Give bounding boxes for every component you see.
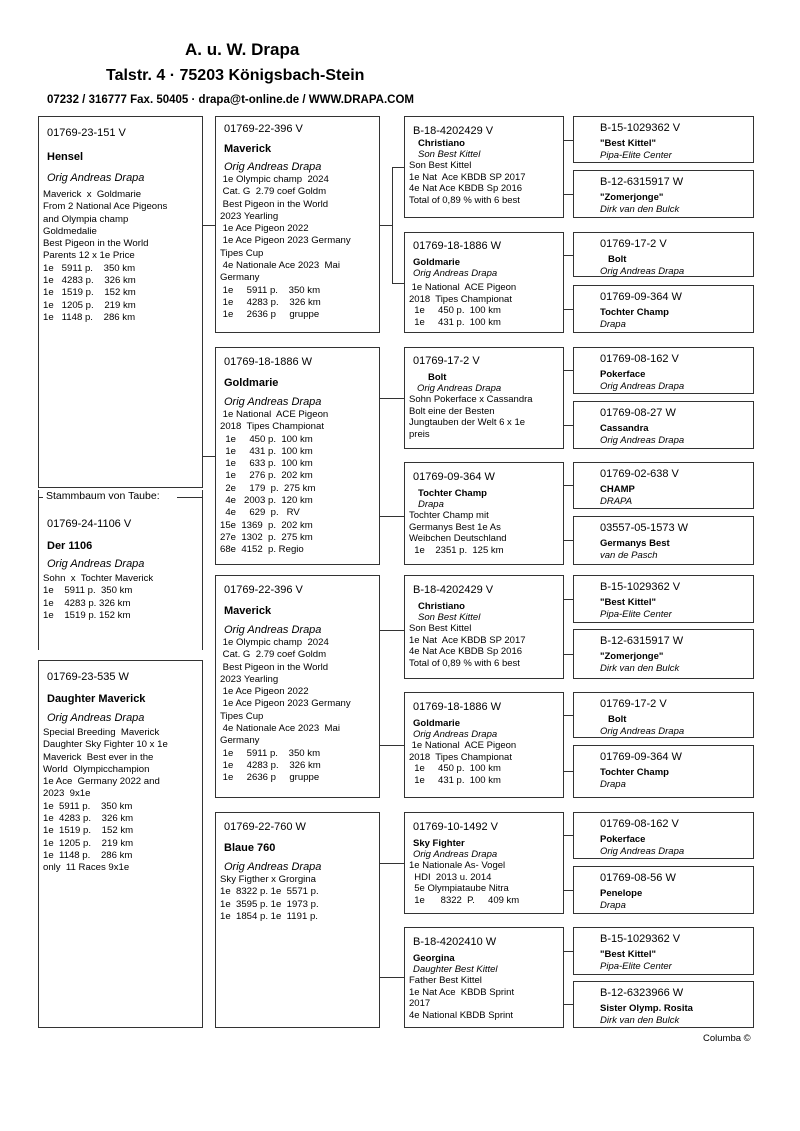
breeder-name: Orig Andreas Drapa [600, 266, 685, 277]
ring-number: 01769-17-2 V [600, 238, 667, 250]
connector-line [380, 630, 404, 631]
connector-line [380, 863, 404, 864]
pigeon-description: Sohn Pokerface x Cassandra Bolt eine der Besten Jungtauben der Welt 6 x 1e preis [409, 394, 533, 440]
pigeon-name: Bolt [428, 372, 447, 383]
ancestor-box [573, 347, 754, 394]
pigeon-name: "Zomerjonge" [600, 651, 664, 662]
breeder-name: Daughter Best Kittel [413, 964, 498, 975]
breeder-name: Orig Andreas Drapa [413, 849, 498, 860]
connector-line [380, 516, 404, 517]
breeder-name: Pipa-Elite Center [600, 961, 672, 972]
pigeon-name: Tochter Champ [600, 307, 669, 318]
pigeon-name: Maverick [224, 605, 272, 617]
breeder-name: Orig Andreas Drapa [224, 624, 322, 636]
pigeon-name: Bolt [608, 714, 627, 725]
pigeon-name: "Best Kittel" [600, 597, 656, 608]
breeder-name: Dirk van den Bulck [600, 1015, 680, 1026]
breeder-title: A. u. W. Drapa [185, 40, 300, 59]
breeder-name: Son Best Kittel [418, 149, 481, 160]
pigeon-name: Sister Olymp. Rosita [600, 1003, 693, 1014]
ring-number: 01769-17-2 V [413, 355, 480, 367]
connector-line [564, 140, 573, 141]
connector-line [564, 654, 573, 655]
connector-line [564, 194, 573, 195]
ring-number: 01769-10-1492 V [413, 821, 499, 833]
ancestor-box [573, 170, 754, 218]
breeder-name: Orig Andreas Drapa [600, 726, 685, 737]
pigeon-description: Tochter Champ mit Germanys Best 1e As Weibchen Deutschland 1e 2351 p. 125 km [409, 510, 507, 556]
pigeon-description: Special Breeding Maverick Daughter Sky Fighter 10 x 1e Maverick Best ever in the World Olympicchampion 1e Ace Germany 2022 and 2023 9x1e 1e 5911 p. 350 km 1e 4283 p. 326 km 1e 1519 p. 152 km 1e 1205 p. 219 km 1e 1148 p. 286 km only 11 Races 9x1e [43, 727, 168, 874]
pigeon-description: Father Best Kittel 1e Nat Ace KBDB Sprint 2017 4e National KBDB Sprint [409, 975, 515, 1021]
ancestor-box [573, 285, 754, 333]
pigeon-name: CHAMP [600, 484, 635, 495]
great-grandparent-box [404, 347, 564, 449]
grandparent-box [215, 812, 380, 1028]
breeder-name: Dirk van den Bulck [600, 204, 680, 215]
pigeon-description: 1e National ACE Pigeon 2018 Tipes Championat 1e 450 p. 100 km 1e 431 p. 100 km [409, 740, 517, 786]
great-grandparent-box [404, 927, 564, 1028]
breeder-name: Pipa-Elite Center [600, 609, 672, 620]
ring-number: B-15-1029362 V [600, 581, 681, 593]
pigeon-name: Pokerface [600, 834, 646, 845]
pigeon-name: Sky Fighter [413, 838, 465, 849]
ancestor-box [573, 462, 754, 509]
pigeon-name: Cassandra [600, 423, 649, 434]
parent-box [215, 347, 380, 565]
ring-number: 01769-08-162 V [600, 353, 679, 365]
connector-line [564, 485, 573, 486]
ring-number: 01769-22-760 W [224, 821, 306, 833]
subject-pigeon-box [38, 116, 203, 488]
sibling-frame-line-right [177, 497, 203, 498]
connector-line [564, 715, 573, 716]
connector-line [564, 255, 573, 256]
pigeon-description: Maverick x Goldmarie From 2 National Ace Pigeons and Olympia champ Goldmedalie Best Pigeon in the World Parents 12 x 1e Price 1e 5911 p. 350 km 1e 4283 p. 326 km 1e 1519 p. 152 km 1e 1205 p. 219 km 1e 1148 p. 286 km [43, 189, 168, 323]
breeder-name: Drapa [600, 779, 626, 790]
ring-number: 01769-17-2 V [600, 698, 667, 710]
connector-line [392, 283, 404, 284]
parent-box [215, 116, 380, 333]
pigeon-name: Maverick [224, 143, 272, 155]
breeder-name: Orig Andreas Drapa [47, 558, 145, 570]
ring-number: 01769-08-56 W [600, 872, 676, 884]
breeder-name: Drapa [600, 319, 626, 330]
connector-line [564, 370, 573, 371]
pigeon-name: Goldmarie [413, 718, 460, 729]
pigeon-name: Tochter Champ [418, 488, 487, 499]
ancestor-box [573, 927, 754, 975]
breeder-name: Drapa [418, 499, 444, 510]
connector-line [564, 540, 573, 541]
pigeon-description: 1e Olympic champ 2024 Cat. G 2.79 coef Goldm Best Pigeon in the World 2023 Yearling 1e Ace Pigeon 2022 1e Ace Pigeon 2023 Germany Tipes Cup 4e Nationale Ace 2023 Mai Germany 1e 5911 p. 350 km 1e 4283 p. 326 km 1e 2636 p gruppe [220, 174, 351, 321]
ring-number: 01769-18-1886 W [413, 240, 502, 252]
breeder-name: Orig Andreas Drapa [47, 172, 145, 184]
pigeon-name: Bolt [608, 254, 627, 265]
connector-line [564, 771, 573, 772]
breeder-name: Orig Andreas Drapa [47, 712, 145, 724]
ancestor-box [573, 575, 754, 623]
pigeon-name: Pokerface [600, 369, 646, 380]
ancestor-box [573, 745, 754, 798]
connector-line [564, 890, 573, 891]
breeder-name: DRAPA [600, 496, 633, 507]
connector-line [564, 951, 573, 952]
connector-line [380, 745, 404, 746]
great-grandparent-box [404, 692, 564, 798]
ring-number: 01769-18-1886 W [413, 701, 502, 713]
ring-number: 01769-18-1886 W [224, 356, 313, 368]
breeder-name: van de Pasch [600, 550, 658, 561]
connector-line [203, 456, 215, 457]
connector-line [380, 977, 404, 978]
pigeon-name: Christiano [418, 138, 465, 149]
great-grandparent-box [404, 575, 564, 679]
breeder-name: Orig Andreas Drapa [224, 161, 322, 173]
ring-number: B-15-1029362 V [600, 122, 681, 134]
pigeon-name: Penelope [600, 888, 643, 899]
connector-line [564, 1004, 573, 1005]
pigeon-description: 1e National ACE Pigeon 2018 Tipes Championat 1e 450 p. 100 km 1e 431 p. 100 km 1e 633 p. 100 km 1e 276 p. 202 km 2e 179 p. 275 km 4e 2003 p. 120 km 4e 629 p. RV 15e 1369 p. 202 km 27e 1302 p. 275 km 68e 4152 p. Regio [220, 409, 329, 556]
breeder-name: Orig Andreas Drapa [600, 435, 685, 446]
sibling-pigeon-box [38, 660, 203, 1028]
breeder-name: Orig Andreas Drapa [224, 861, 322, 873]
ring-number: 01769-23-151 V [47, 127, 126, 139]
breeder-name: Orig Andreas Drapa [224, 396, 322, 408]
pigeon-name: Goldmarie [224, 377, 279, 389]
breeder-name: Orig Andreas Drapa [413, 268, 498, 279]
sibling-frame-line-left [38, 497, 43, 498]
ring-number: B-15-1029362 V [600, 933, 681, 945]
grandparent-box [215, 575, 380, 798]
ancestor-box [573, 401, 754, 449]
ring-number: B-12-6315917 W [600, 635, 684, 647]
copyright-footer: Columba © [703, 1033, 751, 1044]
ring-number: B-18-4202429 V [413, 125, 494, 137]
ring-number: B-12-6323966 W [600, 987, 684, 999]
connector-line [380, 225, 392, 226]
breeder-address: Talstr. 4 · 75203 Königsbach-Stein [106, 67, 365, 84]
great-grandparent-box [404, 116, 564, 218]
ring-number: 01769-09-364 W [413, 471, 495, 483]
sibling-frame-label: Stammbaum von Taube: [46, 490, 160, 502]
ring-number: 01769-22-396 V [224, 584, 303, 596]
pigeon-name: Tochter Champ [600, 767, 669, 778]
connector-line [564, 309, 573, 310]
pigeon-name: Daughter Maverick [47, 693, 146, 705]
pigeon-name: Georgina [413, 953, 455, 964]
ring-number: B-18-4202410 W [413, 936, 497, 948]
pigeon-description: 1e Nationale As- Vogel HDI 2013 u. 2014 5e Olympiataube Nitra 1e 8322 P. 409 km [409, 860, 520, 906]
pigeon-name: "Best Kittel" [600, 138, 656, 149]
ancestor-box [573, 981, 754, 1028]
pigeon-description: 1e National ACE Pigeon 2018 Tipes Championat 1e 450 p. 100 km 1e 431 p. 100 km [409, 282, 517, 328]
pigeon-description: Sky Figther x Grorgina 1e 8322 p. 1e 5571 p. 1e 3595 p. 1e 1973 p. 1e 1854 p. 1e 1191 p. [220, 874, 319, 922]
pigeon-name: "Zomerjonge" [600, 192, 664, 203]
ring-number: B-12-6315917 W [600, 176, 684, 188]
pigeon-name: Der 1106 [47, 540, 93, 552]
connector-line [564, 835, 573, 836]
ring-number: B-18-4202429 V [413, 584, 494, 596]
connector-line [392, 167, 393, 284]
pigeon-name: Hensel [47, 151, 84, 163]
ring-number: 01769-22-396 V [224, 123, 303, 135]
pigeon-description: Sohn x Tochter Maverick 1e 5911 p. 350 km 1e 4283 p. 326 km 1e 1519 p. 152 km [43, 573, 154, 621]
breeder-name: Orig Andreas Drapa [413, 729, 498, 740]
connector-line [392, 167, 404, 168]
breeder-name: Dirk van den Bulck [600, 663, 680, 674]
breeder-contact: 07232 / 316777 Fax. 50405 · drapa@t-online.de / WWW.DRAPA.COM [47, 94, 414, 106]
pigeon-description: 1e Olympic champ 2024 Cat. G 2.79 coef Goldm Best Pigeon in the World 2023 Yearling 1e Ace Pigeon 2022 1e Ace Pigeon 2023 Germany Tipes Cup 4e Nationale Ace 2023 Mai Germany 1e 5911 p. 350 km 1e 4283 p. 326 km 1e 2636 p gruppe [220, 637, 351, 784]
ring-number: 01769-09-364 W [600, 751, 682, 763]
pigeon-name: "Best Kittel" [600, 949, 656, 960]
ancestor-box [573, 692, 754, 738]
connector-line [203, 225, 215, 226]
ancestor-box [573, 516, 754, 565]
breeder-name: Orig Andreas Drapa [417, 383, 502, 394]
pigeon-name: Goldmarie [413, 257, 460, 268]
ring-number: 01769-23-535 W [47, 671, 129, 683]
ancestor-box [573, 812, 754, 859]
ring-number: 01769-02-638 V [600, 468, 679, 480]
breeder-name: Orig Andreas Drapa [600, 381, 685, 392]
sibling-pigeon-box [39, 508, 202, 650]
ring-number: 03557-05-1573 W [600, 522, 689, 534]
breeder-name: Pipa-Elite Center [600, 150, 672, 161]
pigeon-description: Son Best Kittel 1e Nat Ace KBDB SP 2017 4e Nat Ace KBDB Sp 2016 Total of 0,89 % with 6 best [409, 623, 526, 669]
breeder-name: Drapa [600, 900, 626, 911]
ring-number: 01769-08-162 V [600, 818, 679, 830]
connector-line [564, 425, 573, 426]
ancestor-box [573, 629, 754, 679]
pigeon-name: Germanys Best [600, 538, 670, 549]
great-grandparent-box [404, 232, 564, 333]
ring-number: 01769-24-1106 V [47, 518, 132, 530]
connector-line [564, 599, 573, 600]
ring-number: 01769-09-364 W [600, 291, 682, 303]
pigeon-name: Blaue 760 [224, 842, 276, 854]
connector-line [380, 398, 404, 399]
great-grandparent-box [404, 812, 564, 914]
ancestor-box [573, 232, 754, 277]
breeder-name: Orig Andreas Drapa [600, 846, 685, 857]
ancestor-box [573, 866, 754, 914]
breeder-name: Son Best Kittel [418, 612, 481, 623]
ring-number: 01769-08-27 W [600, 407, 676, 419]
great-grandparent-box [404, 462, 564, 565]
pigeon-description: Son Best Kittel 1e Nat Ace KBDB SP 2017 4e Nat Ace KBDB Sp 2016 Total of 0,89 % with 6 best [409, 160, 526, 206]
pigeon-name: Christiano [418, 601, 465, 612]
ancestor-box [573, 116, 754, 163]
